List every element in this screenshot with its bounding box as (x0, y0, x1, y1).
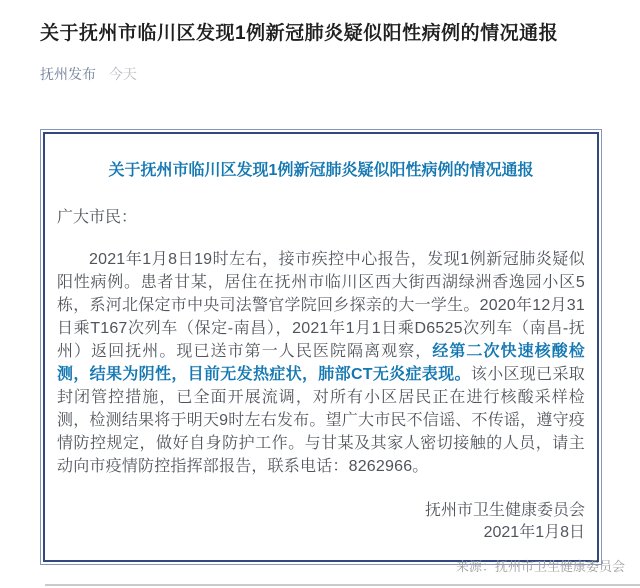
publish-time: 今天 (108, 65, 137, 82)
notice-body-part2: 该小区现已采取封闭管控措施，已全面开展流调，对所有小区居民正在进行核酸采样检测，检测结果将于明天9时左右发布。望广大市民不信谣、不传谣，遵守疫情防控规定，做好自身防护工作。与甘某及其家人密切接触的人员，请主动向市疫情防控指挥部报告，联系电话：8262966。 (57, 366, 585, 476)
account-name-link[interactable]: 抚州发布 (40, 65, 96, 82)
notice-box (40, 129, 602, 566)
article-title: 关于抚州市临川区发现1例新冠肺炎疑似阳性病例的情况通报 (40, 23, 559, 44)
signature-date: 2021年1月8日 (483, 524, 585, 542)
signature-organization: 抚州市卫生健康委员会 (424, 502, 585, 520)
notice-body-part1: 2021年1月8日19时左右，接市疾控中心报告，发现1例新冠肺炎疑似阳性病例。患者甘某，居住在抚州市临川区西大街西湖绿洲香逸园小区5栋，系河北保定市中央司法警官学院回乡探亲的大一学生。2020年12月31日乘T167次列车（保定-南昌），2021年1月1日乘D6525次列车（南昌-抚州）返回抚州。现已送市第一人民医院隔离观察， (57, 251, 585, 361)
byline (40, 67, 602, 81)
source-attribution: 来源：抚州市卫生健康委员会 (455, 559, 625, 574)
notice-body (57, 248, 585, 478)
highlighted-test-result-text: 经第二次快速核酸检测，结果为阴性，目前无发热症状，肺部CT无炎症表现。 (57, 343, 585, 384)
salutation: 广大市民： (57, 209, 138, 227)
notice-inner-frame (43, 132, 599, 563)
bottom-divider (45, 584, 640, 586)
notice-title: 关于抚州市临川区发现1例新冠肺炎疑似阳性病例的情况通报 (108, 161, 534, 179)
